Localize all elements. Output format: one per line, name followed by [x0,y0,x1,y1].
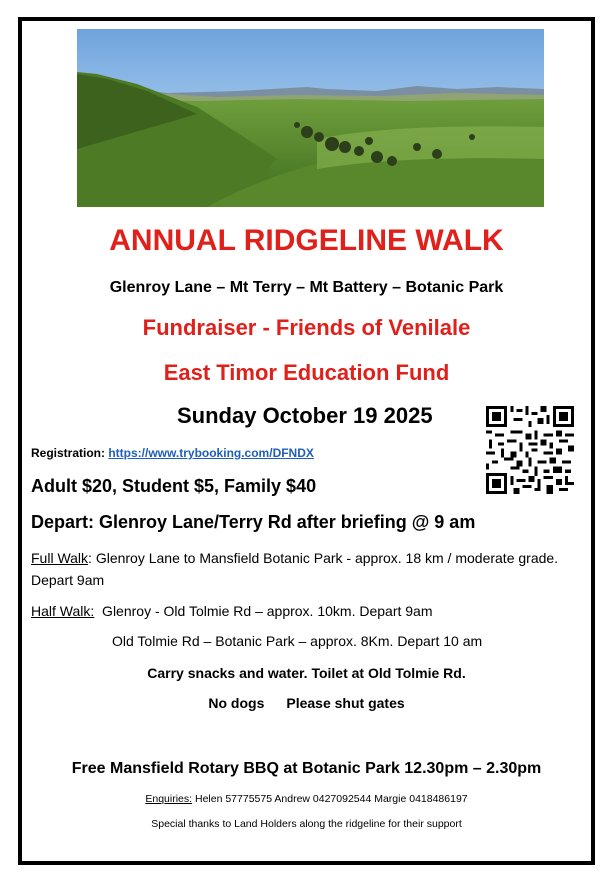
enquiries-text: Helen 57775575 Andrew 0427092544 Margie 0418486197 [192,793,468,805]
enquiries-label: Enquiries: [145,793,193,805]
full-walk-description [31,547,576,591]
qr-code-icon[interactable] [486,406,574,494]
thanks-note: Special thanks to Land Holders along the ridgeline for their support [151,818,462,830]
full-walk-label: Full Walk [31,550,89,566]
enquiries-line [22,793,591,805]
event-title: ANNUAL RIDGELINE WALK [109,224,504,257]
registration-line [31,446,314,460]
snacks-toilet-note: Carry snacks and water. Toilet at Old Tolmie Rd. [147,665,466,681]
hero-landscape-photo [77,29,544,207]
half-walk-label: Half Walk: [31,603,95,619]
ticket-prices: Adult $20, Student $5, Family $40 [31,476,317,496]
half-walk-description [31,600,433,622]
half-walk-text: Glenroy - Old Tolmie Rd – approx. 10km. Depart 9am [94,603,433,619]
registration-link[interactable]: https://www.trybooking.com/DFNDX [108,446,314,460]
full-walk-text: : Glenroy Lane to Mansfield Botanic Park - approx. 18 km / moderate grade. Depart 9am [31,550,559,588]
shut-gates-text: Please shut gates [286,695,405,711]
fundraiser-line-2: East Timor Education Fund [163,360,450,385]
bbq-info: Free Mansfield Rotary BBQ at Botanic Park 12.30pm – 2.30pm [71,760,542,777]
registration-label: Registration: [31,446,109,460]
event-date: Sunday October 19 2025 [177,403,433,428]
fundraiser-line-1: Fundraiser - Friends of Venilale [142,315,471,340]
no-dogs-text: No dogs [208,695,265,711]
walk-route: Glenroy Lane – Mt Terry – Mt Battery – Botanic Park [109,279,504,296]
departure-info: Depart: Glenroy Lane/Terry Rd after briefing @ 9 am [31,512,476,532]
half-walk-second-leg: Old Tolmie Rd – Botanic Park – approx. 8Km. Depart 10 am [112,633,483,649]
rules-line [22,695,591,711]
